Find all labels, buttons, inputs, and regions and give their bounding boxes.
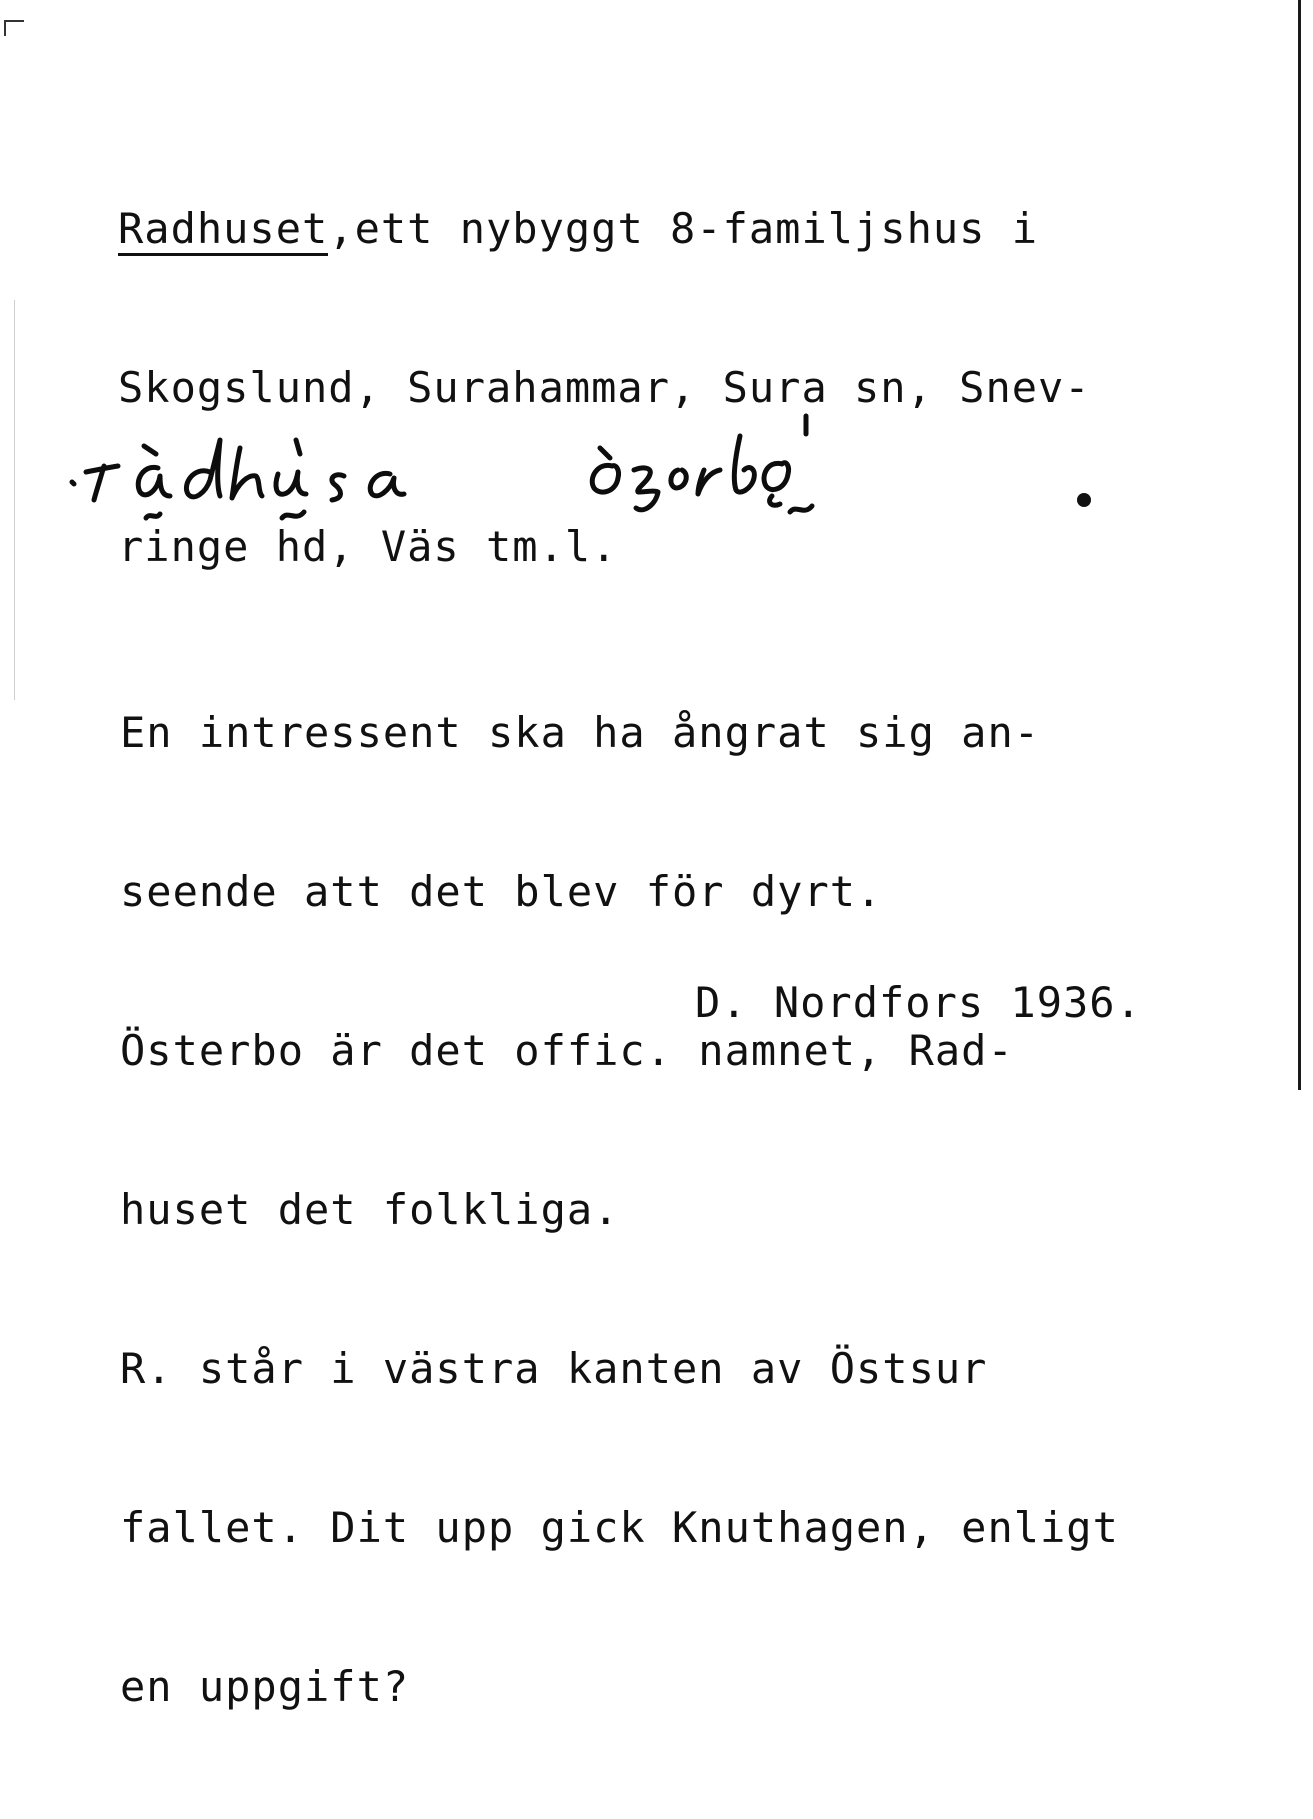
body-line-3: Österbo är det offic. namnet, Rad- xyxy=(120,1026,1014,1075)
period-mark xyxy=(1077,493,1091,507)
body-line-1: En intressent ska ha ångrat sig an- xyxy=(120,708,1041,757)
card-left-edge xyxy=(14,300,15,700)
body-line-6: fallet. Dit upp gick Knuthagen, enligt xyxy=(120,1503,1119,1552)
body-text xyxy=(120,600,1119,1819)
signature-line: D. Nordfors 1936. xyxy=(695,978,1142,1027)
card-right-edge xyxy=(1298,0,1301,1090)
header-line-1-rest: ,ett nybyggt 8-familjshus i xyxy=(328,204,1039,253)
body-line-2: seende att det blev för dyrt. xyxy=(120,867,883,916)
handwritten-pronunciation xyxy=(60,400,1060,560)
body-line-5: R. står i västra kanten av Östsur xyxy=(120,1344,988,1393)
header-line-2: Skogslund, Surahammar, Sura sn, Snev- xyxy=(118,363,1091,412)
header-line-3: ringe hd, Väs tm.l. xyxy=(118,522,618,571)
body-line-4: huset det folkliga. xyxy=(120,1185,620,1234)
header-text xyxy=(118,96,1091,679)
heading-word: Radhuset xyxy=(118,205,328,256)
header-line-1 xyxy=(118,202,1091,255)
card-corner-mark xyxy=(4,20,24,36)
body-line-7: en uppgift? xyxy=(120,1662,410,1711)
